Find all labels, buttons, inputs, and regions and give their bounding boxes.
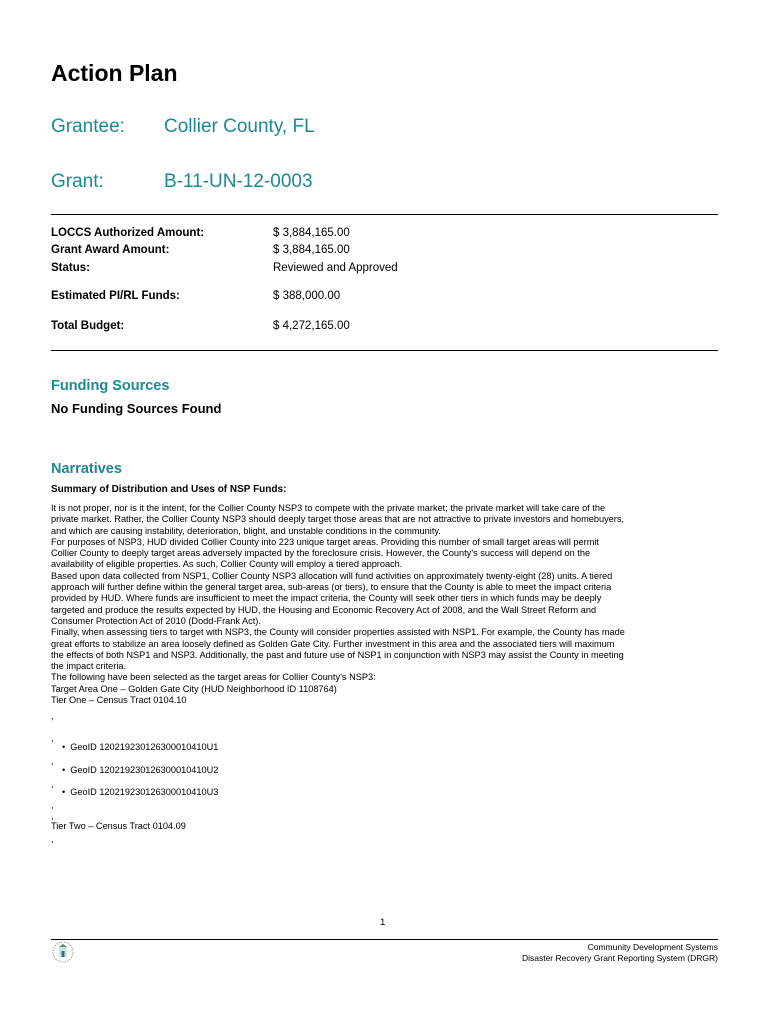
tier-two-text: Tier Two – Census Tract 0104.09 bbox=[51, 821, 186, 831]
narrative-line: provided by HUD. Where funds are insufficient to meet the impact criteria, the County will seek other tiers in which funds may be deeply bbox=[51, 593, 602, 604]
status-value: Reviewed and Approved bbox=[273, 262, 398, 274]
geoid-text: GeoID 120219230126300010410U2 bbox=[70, 765, 219, 775]
narrative-line: Tier One – Census Tract 0104.10 bbox=[51, 695, 187, 706]
grantee-label: Grantee: bbox=[51, 116, 125, 137]
narrative-line: availability of eligible properties. As such, Collier County will employ a tiered approach. bbox=[51, 559, 403, 570]
geoid-text: GeoID 120219230126300010410U1 bbox=[70, 742, 219, 752]
comma-mark: , bbox=[51, 733, 54, 743]
page-title: Action Plan bbox=[51, 60, 178, 86]
hud-seal-icon bbox=[52, 941, 74, 963]
total-budget-label: Total Budget: bbox=[51, 320, 125, 332]
narrative-line: approach will further define within the general target area, sub-areas (or tiers), to ensure that the County is able to meet the impact criteria bbox=[51, 582, 612, 593]
geoid-bullet-1 bbox=[62, 742, 218, 752]
comma-mark: , bbox=[51, 834, 54, 844]
narrative-body bbox=[51, 503, 721, 706]
divider-top bbox=[51, 214, 718, 215]
divider-bottom bbox=[51, 350, 718, 351]
comma-mark: , bbox=[51, 811, 54, 821]
narrative-subheading: Summary of Distribution and Uses of NSP Funds: bbox=[51, 484, 287, 495]
footer-line-2: Disaster Recovery Grant Reporting System (DRGR) bbox=[521, 953, 718, 963]
narrative-line: For purposes of NSP3, HUD divided Collier County into 223 unique target areas. Providing this number of small target areas will permit bbox=[51, 536, 599, 547]
footer-line-1: Community Development Systems bbox=[587, 942, 718, 952]
bullet-icon: • bbox=[62, 787, 66, 797]
narrative-line: The following have been selected as the target areas for Collier County’s NSP3: bbox=[51, 672, 376, 683]
narrative-line: Based upon data collected from NSP1, Collier County NSP3 allocation will fund activities on approximately twenty-eight (28) units. A tiered bbox=[51, 570, 613, 581]
bullet-icon: • bbox=[62, 742, 66, 752]
comma-mark: , bbox=[51, 779, 54, 789]
bullet-icon: • bbox=[62, 765, 66, 775]
award-label: Grant Award Amount: bbox=[51, 244, 170, 256]
total-budget-value: $ 4,272,165.00 bbox=[273, 320, 350, 332]
narrative-line: Collier County to deeply target areas adversely impacted by the foreclosure crisis. However, the County’s success will depend on the bbox=[51, 548, 591, 559]
page-number: 1 bbox=[380, 917, 386, 928]
comma-mark: , bbox=[51, 756, 54, 766]
pirl-value: $ 388,000.00 bbox=[273, 290, 341, 302]
grant-value: B-11-UN-12-0003 bbox=[164, 171, 313, 192]
narrative-line: targeted and produce the results expected by HUD, the Housing and Economic Recovery Act of 2008, and the Wall Street Reform and bbox=[51, 604, 597, 615]
comma-mark: , bbox=[51, 711, 54, 721]
geoid-bullet-3 bbox=[62, 787, 218, 797]
narrative-line: the impact criteria. bbox=[51, 661, 127, 672]
narratives-heading: Narratives bbox=[51, 461, 122, 477]
narrative-line: and which are causing instability, deterioration, blight, and unstable conditions in the community. bbox=[51, 525, 441, 536]
narrative-line: Consumer Protection Act of 2010 (Dodd-Frank Act). bbox=[51, 615, 261, 626]
narrative-line: private market. Rather, the Collier County NSP3 should deeply target those areas that are not attractive to private investors and homebuyers, bbox=[51, 514, 624, 525]
narrative-line: Target Area One – Golden Gate City (HUD Neighborhood ID 1108764) bbox=[51, 683, 337, 694]
comma-mark: , bbox=[51, 800, 54, 810]
no-funding-sources-text: No Funding Sources Found bbox=[51, 401, 222, 416]
narrative-line: Finally, when assessing tiers to target with NSP3, the County will consider properties assisted with NSP1. For example, the County has made bbox=[51, 627, 625, 638]
geoid-text: GeoID 120219230126300010410U3 bbox=[70, 787, 219, 797]
grantee-value: Collier County, FL bbox=[164, 116, 315, 137]
award-value: $ 3,884,165.00 bbox=[273, 244, 350, 256]
footer-divider bbox=[51, 939, 718, 940]
geoid-bullet-2 bbox=[62, 765, 218, 775]
loccs-label: LOCCS Authorized Amount: bbox=[51, 227, 205, 239]
narrative-line: It is not proper, nor is it the intent, for the Collier County NSP3 to compete with the private market; the private market will take care of the bbox=[51, 503, 606, 513]
narrative-line: the effects of both NSP1 and NSP3. Additionally, the past and future use of NSP1 in conjunction with NSP3 may assist the County in meeting bbox=[51, 649, 624, 660]
narrative-line: great efforts to stabilize an area loosely defined as Golden Gate City. Further investment in this area and the associated tiers will maximum bbox=[51, 638, 615, 649]
grant-label: Grant: bbox=[51, 171, 104, 192]
pirl-label: Estimated PI/RL Funds: bbox=[51, 290, 180, 302]
loccs-value: $ 3,884,165.00 bbox=[273, 227, 350, 239]
funding-sources-heading: Funding Sources bbox=[51, 378, 170, 394]
status-label: Status: bbox=[51, 262, 90, 274]
